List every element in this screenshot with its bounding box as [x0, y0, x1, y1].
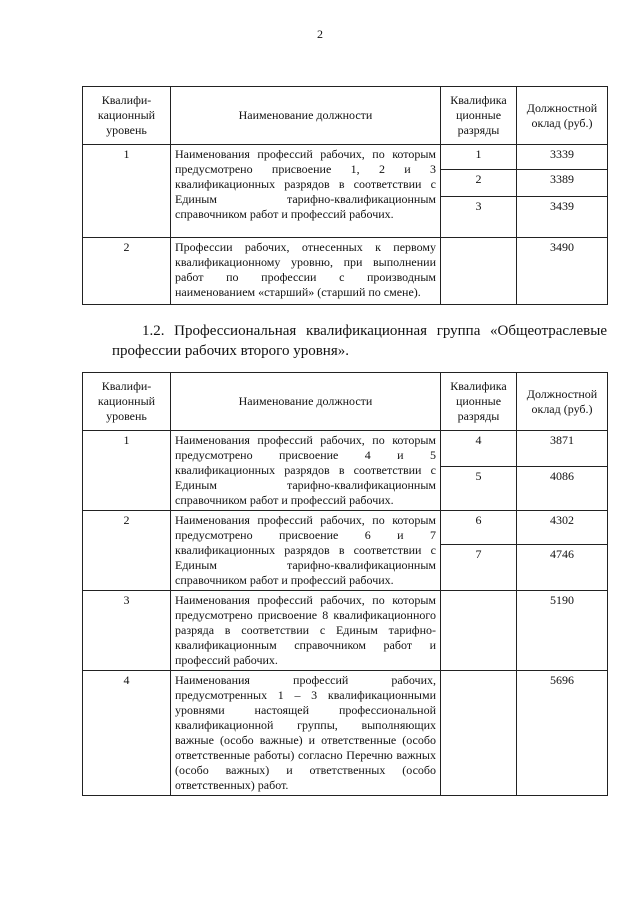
rank-cell: 5 — [441, 466, 517, 510]
rank-cell — [441, 238, 517, 305]
table-row — [83, 238, 608, 305]
table-row — [83, 145, 608, 170]
salary-table-1 — [82, 86, 608, 305]
rank-cell: 7 — [441, 544, 517, 590]
rank-cell — [441, 671, 517, 796]
position-cell: Наименования профессий рабочих, предусмотренных 1 – 3 квалификационными уровнями настоящей профессиональной квалификационной группы, выполняющих важные (особо важные) и ответственные (особо ответственные работы) согласно Перечню важных (особо важных) и ответственных (особо ответственных) работ. — [171, 671, 441, 796]
level-cell: 3 — [83, 591, 171, 671]
table-row — [83, 671, 608, 796]
salary-cell: 3490 — [517, 238, 608, 305]
level-cell: 1 — [83, 145, 171, 238]
table-header-row — [83, 87, 608, 145]
header-level: Квалифи-кационный уровень — [83, 87, 171, 145]
rank-cell: 2 — [441, 170, 517, 197]
salary-table-2 — [82, 372, 608, 796]
section-heading: 1.2. Профессиональная квалификационная группа «Общеотраслевые профессии рабочих второго уровня». — [112, 323, 607, 359]
position-cell: Наименования профессий рабочих, по которым предусмотрено присвоение 1, 2 и 3 квалификационных разрядов в соответствии с Единым тарифно-квалификационным справочником работ и профессий рабочих. — [171, 145, 441, 238]
table-header-row — [83, 373, 608, 431]
table-row — [83, 591, 608, 671]
table-row — [83, 431, 608, 467]
salary-cell: 3439 — [517, 197, 608, 238]
rank-cell: 3 — [441, 197, 517, 238]
header-salary: Должностной оклад (руб.) — [517, 87, 608, 145]
table-row — [83, 511, 608, 545]
rank-cell: 1 — [441, 145, 517, 170]
rank-cell: 4 — [441, 431, 517, 467]
page-number: 2 — [317, 27, 323, 41]
header-salary: Должностной оклад (руб.) — [517, 373, 608, 431]
position-cell: Наименования профессий рабочих, по которым предусмотрено присвоение 8 квалификационного разряда в соответствии с Единым тарифно-квалификационным справочником работ и профессий рабочих. — [171, 591, 441, 671]
level-cell: 1 — [83, 431, 171, 511]
salary-cell: 4086 — [517, 466, 608, 510]
salary-cell: 3389 — [517, 170, 608, 197]
header-ranks: Квалифика ционные разряды — [441, 373, 517, 431]
salary-cell: 3339 — [517, 145, 608, 170]
salary-cell: 5696 — [517, 671, 608, 796]
rank-cell: 6 — [441, 511, 517, 545]
level-cell: 2 — [83, 511, 171, 591]
salary-cell: 4302 — [517, 511, 608, 545]
salary-cell: 3871 — [517, 431, 608, 467]
level-cell: 2 — [83, 238, 171, 305]
header-position: Наименование должности — [171, 87, 441, 145]
level-cell: 4 — [83, 671, 171, 796]
header-ranks: Квалифика ционные разряды — [441, 87, 517, 145]
salary-cell: 4746 — [517, 544, 608, 590]
rank-cell — [441, 591, 517, 671]
header-level: Квалифи-кационный уровень — [83, 373, 171, 431]
header-position: Наименование должности — [171, 373, 441, 431]
salary-cell: 5190 — [517, 591, 608, 671]
position-cell: Профессии рабочих, отнесенных к первому квалификационному уровню, при выполнении работ по профессии с производным наименованием «старший» (старший по смене). — [171, 238, 441, 305]
position-cell: Наименования профессий рабочих, по которым предусмотрено присвоение 4 и 5 квалификационных разрядов в соответствии с Единым тарифно-квалификационным справочником работ и профессий рабочих. — [171, 431, 441, 511]
position-cell: Наименования профессий рабочих, по которым предусмотрено присвоение 6 и 7 квалификационных разрядов в соответствии с Единым тарифно-квалификационным справочником работ и профессий рабочих. — [171, 511, 441, 591]
